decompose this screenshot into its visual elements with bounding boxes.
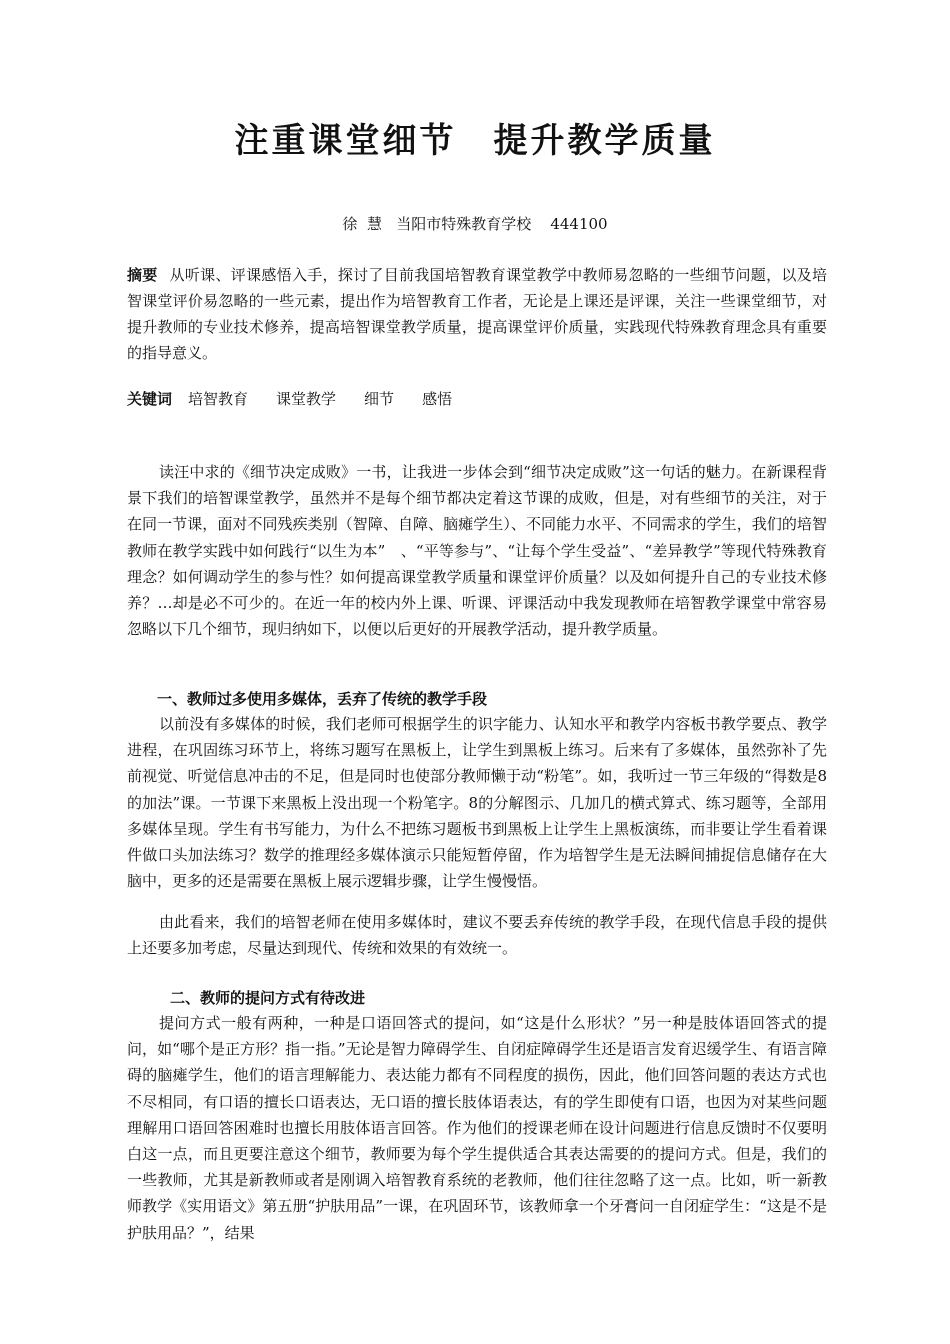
author-line: 徐 慧 当阳市特殊教育学校 444100 <box>342 215 608 233</box>
abstract-text: 从听课、评课感悟入手，探讨了目前我国培智教育课堂教学中教师易忽略的一些细节问题，以及培智课堂评价易忽略的一些元素，提出作为培智教育工作者，无论是上课还是评课，关注一些课堂细节，对提升教师的专业技术修养，提高培智课堂教学质量，提高课堂评价质量，实践现代特殊教育理念具有重要的指导意义。 <box>127 266 827 362</box>
paragraph-section1-b: 由此看来，我们的培智老师在使用多媒体时，建议不要丢弃传统的教学手段，在现代信息手段的提供上还要多加考虑，尽量达到现代、传统和效果的有效统一。 <box>127 913 827 958</box>
section-heading-2: 二、教师的提问方式有待改进 <box>170 989 366 1007</box>
document-title: 注重课堂细节 提升教学质量 <box>234 121 716 161</box>
keywords <box>127 386 827 412</box>
keyword: 培智教育 <box>188 390 249 408</box>
keyword: 细节 <box>364 390 395 408</box>
abstract <box>127 262 827 366</box>
keywords-label: 关键词 <box>127 390 173 408</box>
paragraph-section1-a: 以前没有多媒体的时候，我们老师可根据学生的识字能力、认知水平和教学内容板书教学要点、教学进程，在巩固练习环节上，将练习题写在黑板上，让学生到黑板上练习。后来有了多媒体，虽然弥补了先前视觉、听觉信息冲击的不足，但是同时也使部分教师懒于动“粉笔”。如，我听过一节三年级的“得数是8的加法”课。一节课下来黑板上没出现一个粉笔字。8的分解图示、几加几的横式算式、练习题等，全部用多媒体呈现。学生有书写能力，为什么不把练习题板书到黑板上让学生上黑板演练，而非要让学生看着课件做口头加法练习？数学的推理经多媒体演示只能短暂停留，作为培智学生是无法瞬间捕捉信息储存在大脑中，更多的还是需要在黑板上展示逻辑步骤，让学生慢慢悟。 <box>127 715 827 891</box>
paragraph-section2-a: 提问方式一般有两种，一种是口语回答式的提问，如“这是什么形状？”另一种是肢体语回答式的提问，如“哪个是正方形？指一指。”无论是智力障碍学生、自闭症障碍学生还是语言发育迟缓学生、有语言障碍的脑瘫学生，他们的语言理解能力、表达能力都有不同程度的损伤，因此，他们回答问题的表达方式也不尽相同，有口语的擅长口语表达，无口语的擅长肢体语表达，有的学生即使有口语，也因为对某些问题理解用口语回答困难时也擅长用肢体语言回答。作为他们的授课老师在设计问题进行信息反馈时不仅要明白这一点，而且更要注意这个细节，教师要为每个学生提供适合其表达需要的的提问方式。但是，我们的一些教师，尤其是新教师或者是刚调入培智教育系统的老教师，他们往往忽略了这一点。比如，听一新教师教学《实用语文》第五册“护肤用品”一课，在巩固环节，该教师拿一个牙膏问一自闭症学生：“这是不是护肤用品？”，结果 <box>127 1014 827 1242</box>
paragraph-intro: 读汪中求的《细节决定成败》一书，让我进一步体会到“细节决定成败”这一句话的魅力。在新课程背景下我们的培智课堂教学，虽然并不是每个细节都决定着这节课的成败，但是，对有些细节的关注，对于在同一节课，面对不同残疾类别（智障、自障、脑瘫学生）、不同能力水平、不同需求的学生，我们的培智教师在教学实践中如何践行“以生为本” 、“平等参与”、“让每个学生受益”、“差异教学”等现代特殊教育理念？如何调动学生的参与性？如何提高课堂教学质量和课堂评价质量？以及如何提升自己的专业技术修养？…却是必不可少的。在近一年的校内外上课、听课、评课活动中我发现教师在培智教学课堂中常容易忽略以下几个细节，现归纳如下，以便以后更好的开展教学活动，提升教学质量。 <box>127 463 827 639</box>
keyword: 感悟 <box>422 390 453 408</box>
abstract-label: 摘要 <box>127 266 158 284</box>
keyword: 课堂教学 <box>276 390 337 408</box>
section-heading-1: 一、教师过多使用多媒体，丢弃了传统的教学手段 <box>157 690 488 708</box>
